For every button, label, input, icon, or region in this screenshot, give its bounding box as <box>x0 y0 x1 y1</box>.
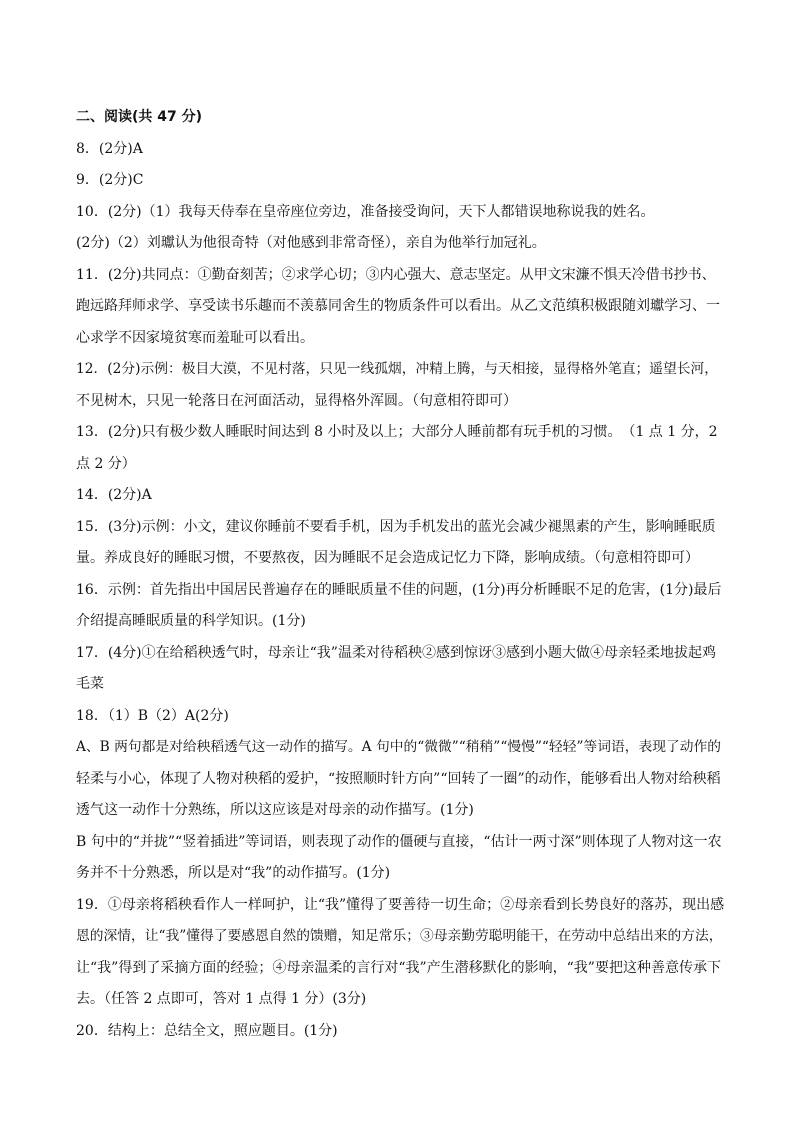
answer-line: 务并不十分熟悉，所以是对“我”的动作描写。(1分) <box>76 865 391 881</box>
answer-line: 15．(3分)示例：小文，建议你睡前不要看手机，因为手机发出的蓝光会减少褪黑素的产生，影响睡眠质 <box>76 518 716 535</box>
answer-line: 14．(2分)A <box>76 487 152 503</box>
answer-line: 17．(4分)①在给稻秧透气时，母亲让“我”温柔对待稻秧②感到惊讶③感到小题大做④母亲轻柔地拔起鸡 <box>76 644 716 661</box>
answer-line: 透气这一动作十分熟练，所以这应该是对母亲的动作描写。(1分) <box>76 802 474 818</box>
answer-line: 10．(2分)（1）我每天侍奉在皇帝座位旁边，准备接受询问，天下人都错误地称说我的姓名。 <box>76 203 655 220</box>
answer-line: 13．(2分)只有极少数人睡眠时间达到 8 小时及以上；大部分人睡前都有玩手机的习惯。 （1 点 1 分，2 <box>76 424 718 440</box>
answer-line: 介绍提高睡眠质量的科学知识。(1分) <box>76 613 306 629</box>
answer-line: 恩的深情，让“我”懂得了要感恩自然的馈赠，知足常乐；③母亲勤劳聪明能干，在劳动中总结出来的方法， <box>76 928 723 944</box>
answer-line: 让“我”得到了采摘方面的经验；④母亲温柔的言行对“我”产生潜移默化的影响，“我”要把这种善意传承下 <box>76 959 721 976</box>
answer-line: 点 2 分） <box>76 455 136 472</box>
answer-line: 19．①母亲将稻秧看作人一样呵护，让“我”懂得了要善待一切生命；②母亲看到长势良好的落苏，现出感 <box>76 896 725 913</box>
answer-line: 20．结构上：总结全文，照应题目。(1分) <box>76 1022 338 1039</box>
answer-line: 去。（任答 2 点即可，答对 1 点得 1 分）(3分) <box>76 991 367 1007</box>
answer-line: B 句中的“并拢”“竖着插进”等词语，则表现了动作的僵硬与直接，“估计一两寸深”则体现了人物对这一农 <box>76 833 722 850</box>
answer-line: A、B 两句都是对给秧稻透气这一动作的描写。A 句中的“微微”“稍稍”“慢慢”“轻轻”等词语，表现了动作的 <box>76 739 721 755</box>
answer-line: 12．(2分)示例：极目大漠，不见村落，只见一线孤烟，冲精上腾，与天相接，显得格外笔直；遥望长河， <box>76 361 718 377</box>
answer-line: 18．（1）B（2）A(2分) <box>76 707 229 724</box>
answer-line: 量。养成良好的睡眠习惯，不要熬夜，因为睡眠不足会造成记忆力下降，影响成绩。（句意相符即可） <box>76 550 699 566</box>
answer-line: 轻柔与小心，体现了人物对秧稻的爱护，“按照顺时针方向”“回转了一圈”的动作，能够看出人物对给秧稻 <box>76 770 721 787</box>
answer-line: 8．(2分)A <box>76 140 143 157</box>
answer-line: 9．(2分)C <box>76 172 144 188</box>
answer-line: 心求学不因家境贫寒而羞耻可以看出。 <box>76 329 314 346</box>
answer-line: 毛菜 <box>76 676 104 692</box>
answer-line: 16．示例：首先指出中国居民普遍存在的睡眠质量不佳的问题，(1分)再分析睡眠不足的危害，(1分)最后 <box>76 581 722 598</box>
section-title: 二、阅读(共 47 分) <box>76 109 203 125</box>
answer-line: (2分)（2）刘瓛认为他很奇特（对他感到非常奇怪），亲自为他举行加冠礼。 <box>76 235 546 251</box>
answer-line: 不见树木，只见一轮落日在河面活动，显得格外浑圆。（句意相符即可） <box>76 392 517 409</box>
answer-line: 跑远路拜师求学、享受读书乐趣而不羡慕同舍生的物质条件可以看出。从乙文范缜积极跟随刘瓛学习、一 <box>76 298 720 314</box>
answer-line: 11．(2分)共同点：①勤奋刻苦；②求学心切；③内心强大、意志坚定。从甲文宋濂不惧天冷借书抄书、 <box>76 266 716 283</box>
answer-content <box>76 102 728 1047</box>
